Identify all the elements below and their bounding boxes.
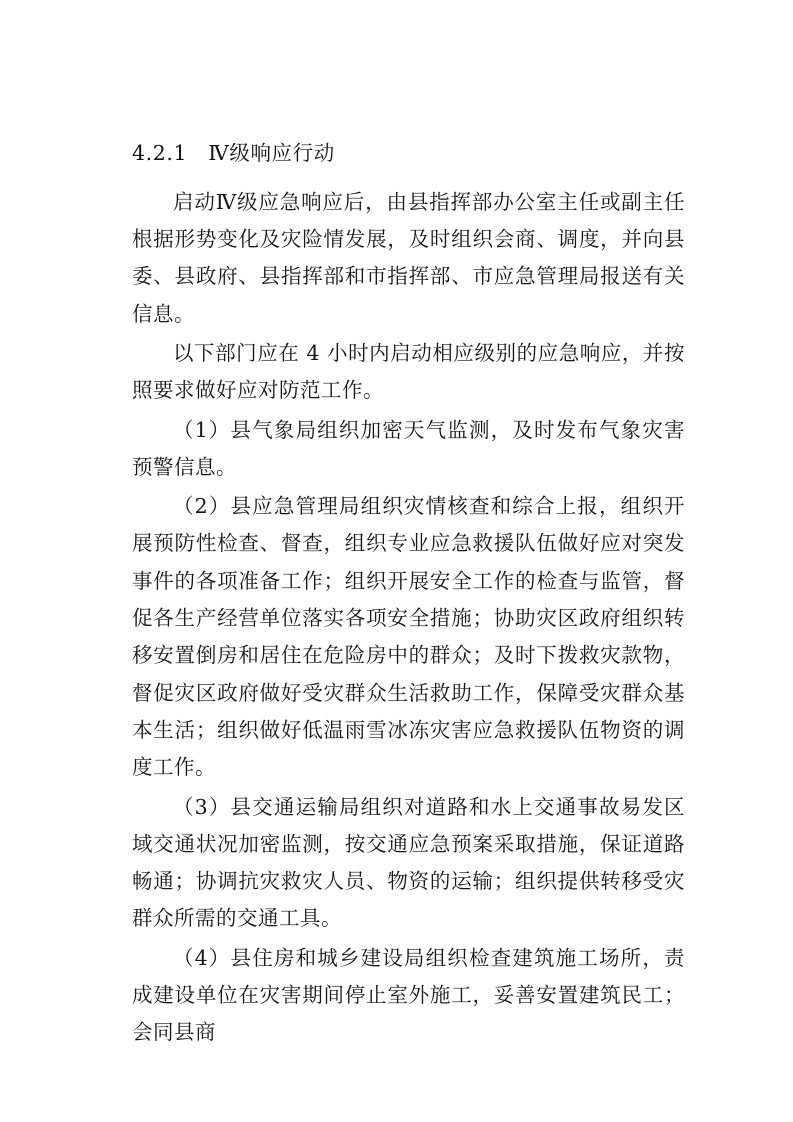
section-number: 4.2.1 [132, 141, 188, 165]
section-title: Ⅳ级响应行动 [208, 141, 335, 165]
paragraph-3: （1）县气象局组织加密天气监测，及时发布气象灾害预警信息。 [132, 417, 685, 479]
section-heading [132, 138, 685, 170]
paragraph-2: 以下部门应在 4 小时内启动相应级别的应急响应，并按照要求做好应对防范工作。 [132, 340, 685, 403]
paragraph-4: （2）县应急管理局组织灾情核查和综合上报，组织开展预防性检查、督查，组织专业应急救援队伍做好应对突发事件的各项准备工作；组织开展安全工作的检查与监管，督促各生产经营单位落实各项安全措施；协助灾区政府组织转移安置倒房和居住在危险房中的群众；及时下拨救灾款物，督促灾区政府做好受灾群众生活救助工作，保障受灾群众基本生活；组织做好低温雨雪冰冻灾害应急救援队伍物资的调度工作。 [132, 494, 685, 780]
paragraph-6: （4）县住房和城乡建设局组织检查建筑施工场所，责成建设单位在灾害期间停止室外施工，妥善安置建筑民工；会同县商 [132, 945, 685, 1045]
paragraph-5: （3）县交通运输局组织对道路和水上交通事故易发区域交通状况加密监测，按交通应急预案采取措施，保证道路畅通；协调抗灾救灾人员、物资的运输；组织提供转移受灾群众所需的交通工具。 [132, 794, 685, 931]
paragraph-1: 启动Ⅳ级应急响应后，由县指挥部办公室主任或副主任根据形势变化及灾险情发展，及时组织会商、调度，并向县委、县政府、县指挥部和市指挥部、市应急管理局报送有关信息。 [132, 189, 685, 326]
heading-gap [187, 141, 208, 165]
document-body [132, 138, 685, 1052]
